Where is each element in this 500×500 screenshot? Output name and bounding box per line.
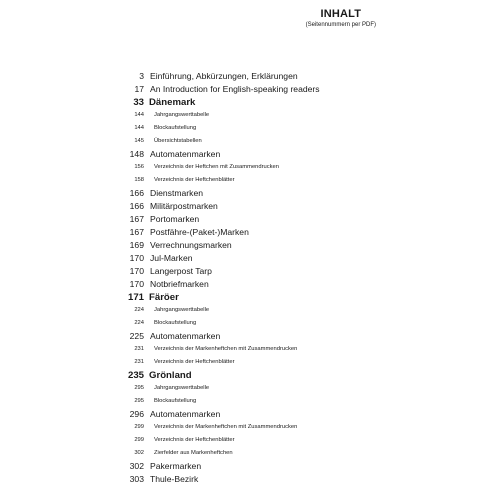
toc-page-number: 3 — [139, 71, 144, 81]
toc-page-number: 295 — [134, 398, 144, 404]
toc-entry[interactable] — [0, 135, 500, 148]
toc-entry[interactable] — [0, 122, 500, 135]
toc-entry[interactable] — [0, 187, 500, 200]
toc-page-number: 167 — [129, 227, 144, 237]
toc-entry[interactable] — [0, 200, 500, 213]
toc-entry[interactable] — [0, 382, 500, 395]
toc-entry[interactable] — [0, 434, 500, 447]
toc-entry-title: Notbriefmarken — [150, 279, 209, 289]
toc-entry-title: Pakermarken — [150, 461, 202, 471]
toc-entry-title: Thule-Bezirk — [150, 474, 199, 484]
toc-entry[interactable] — [0, 343, 500, 356]
toc-page-number: 17 — [134, 84, 144, 94]
toc-entry-title: Blockaufstellung — [154, 398, 197, 404]
toc-entry-title: Automatenmarken — [150, 331, 221, 341]
toc-entry-title: Verzeichnis der Heftchen mit Zusammendrucken — [154, 164, 280, 170]
toc-page-number: 166 — [129, 201, 144, 211]
toc-page-number: 302 — [129, 461, 144, 471]
toc-entry[interactable] — [0, 174, 500, 187]
toc-entry[interactable] — [0, 395, 500, 408]
table-of-contents — [0, 70, 500, 486]
toc-entry-title: Automatenmarken — [150, 409, 221, 419]
toc-entry[interactable] — [0, 408, 500, 421]
toc-entry[interactable] — [0, 252, 500, 265]
toc-entry-title: Blockaufstellung — [154, 125, 197, 131]
toc-page-number: 225 — [129, 331, 144, 341]
toc-entry[interactable] — [0, 109, 500, 122]
toc-entry-title: Verzeichnis der Markenheftchen mit Zusammendrucken — [154, 424, 298, 430]
toc-entry-title: Portomarken — [150, 214, 200, 224]
toc-section-heading[interactable] — [0, 291, 500, 304]
toc-page-number: 170 — [129, 253, 144, 263]
toc-page-number: 299 — [134, 424, 144, 430]
toc-page-number: 295 — [134, 385, 144, 391]
page-title: INHALT — [320, 8, 362, 20]
toc-page-number: 166 — [129, 188, 144, 198]
toc-entry-title: Zierfelder aus Markenheftchen — [154, 450, 233, 456]
toc-page-number: 144 — [134, 112, 144, 118]
toc-page-number: 299 — [134, 437, 144, 443]
toc-page-number: 169 — [129, 240, 144, 250]
toc-entry[interactable] — [0, 278, 500, 291]
toc-entry[interactable] — [0, 304, 500, 317]
toc-entry[interactable] — [0, 317, 500, 330]
toc-page-number: 231 — [134, 359, 144, 365]
toc-section-heading[interactable] — [0, 96, 500, 109]
toc-section-heading[interactable] — [0, 369, 500, 382]
toc-page-number: 235 — [127, 370, 144, 381]
toc-page-number: 170 — [129, 279, 144, 289]
toc-entry-title: Verzeichnis der Markenheftchen mit Zusammendrucken — [154, 346, 298, 352]
page-subtitle: (Seitennummern per PDF) — [305, 22, 376, 28]
toc-page-number: 148 — [129, 149, 144, 159]
toc-entry[interactable] — [0, 473, 500, 486]
toc-entry-title: Jahrgangswerttabelle — [154, 385, 210, 391]
toc-entry-title: Verrechnungsmarken — [150, 240, 232, 250]
toc-entry-title: Jahrgangswerttabelle — [154, 307, 210, 313]
toc-page-number: 167 — [129, 214, 144, 224]
toc-entry[interactable] — [0, 83, 500, 96]
toc-page-number: 224 — [134, 320, 144, 326]
toc-page-number: 171 — [127, 292, 144, 303]
toc-page-number: 158 — [134, 177, 144, 183]
toc-entry-title: Jahrgangswerttabelle — [154, 112, 210, 118]
toc-page-number: 302 — [134, 450, 144, 456]
toc-page-number: 156 — [134, 164, 144, 170]
toc-entry-title: Blockaufstellung — [154, 320, 197, 326]
toc-entry-title: Dienstmarken — [150, 188, 204, 198]
toc-entry[interactable] — [0, 265, 500, 278]
toc-entry[interactable] — [0, 330, 500, 343]
toc-entry-title: Automatenmarken — [150, 149, 221, 159]
toc-entry-title: Langerpost Tarp — [150, 266, 212, 276]
toc-page-number: 231 — [134, 346, 144, 352]
toc-header — [306, 8, 376, 29]
toc-entry[interactable] — [0, 213, 500, 226]
toc-entry-title: Grönland — [149, 370, 192, 381]
toc-entry-title: Übersichtstabellen — [154, 138, 202, 144]
toc-page-number: 145 — [134, 138, 144, 144]
toc-entry-title: An Introduction for English-speaking readers — [150, 84, 320, 94]
toc-entry-title: Postfähre-(Paket-)Marken — [150, 227, 249, 237]
toc-entry[interactable] — [0, 356, 500, 369]
toc-entry-title: Verzeichnis der Heftchenblätter — [154, 177, 235, 183]
toc-entry[interactable] — [0, 421, 500, 434]
toc-page-number: 296 — [129, 409, 144, 419]
toc-entry[interactable] — [0, 239, 500, 252]
toc-page-number: 224 — [134, 307, 144, 313]
toc-entry-title: Jul-Marken — [150, 253, 193, 263]
toc-entry-title: Dänemark — [149, 97, 196, 108]
toc-entry[interactable] — [0, 70, 500, 83]
toc-entry-title: Verzeichnis der Heftchenblätter — [154, 359, 235, 365]
toc-entry-title: Militärpostmarken — [150, 201, 218, 211]
toc-entry[interactable] — [0, 447, 500, 460]
toc-entry-title: Einführung, Abkürzungen, Erklärungen — [150, 71, 298, 81]
toc-entry[interactable] — [0, 226, 500, 239]
toc-page-number: 303 — [129, 474, 144, 484]
toc-entry[interactable] — [0, 460, 500, 473]
toc-entry[interactable] — [0, 161, 500, 174]
toc-page-number: 144 — [134, 125, 144, 131]
toc-page-number: 33 — [133, 97, 144, 108]
toc-entry-title: Färöer — [149, 292, 179, 303]
toc-entry[interactable] — [0, 148, 500, 161]
toc-page-number: 170 — [129, 266, 144, 276]
toc-entry-title: Verzeichnis der Heftchenblätter — [154, 437, 235, 443]
